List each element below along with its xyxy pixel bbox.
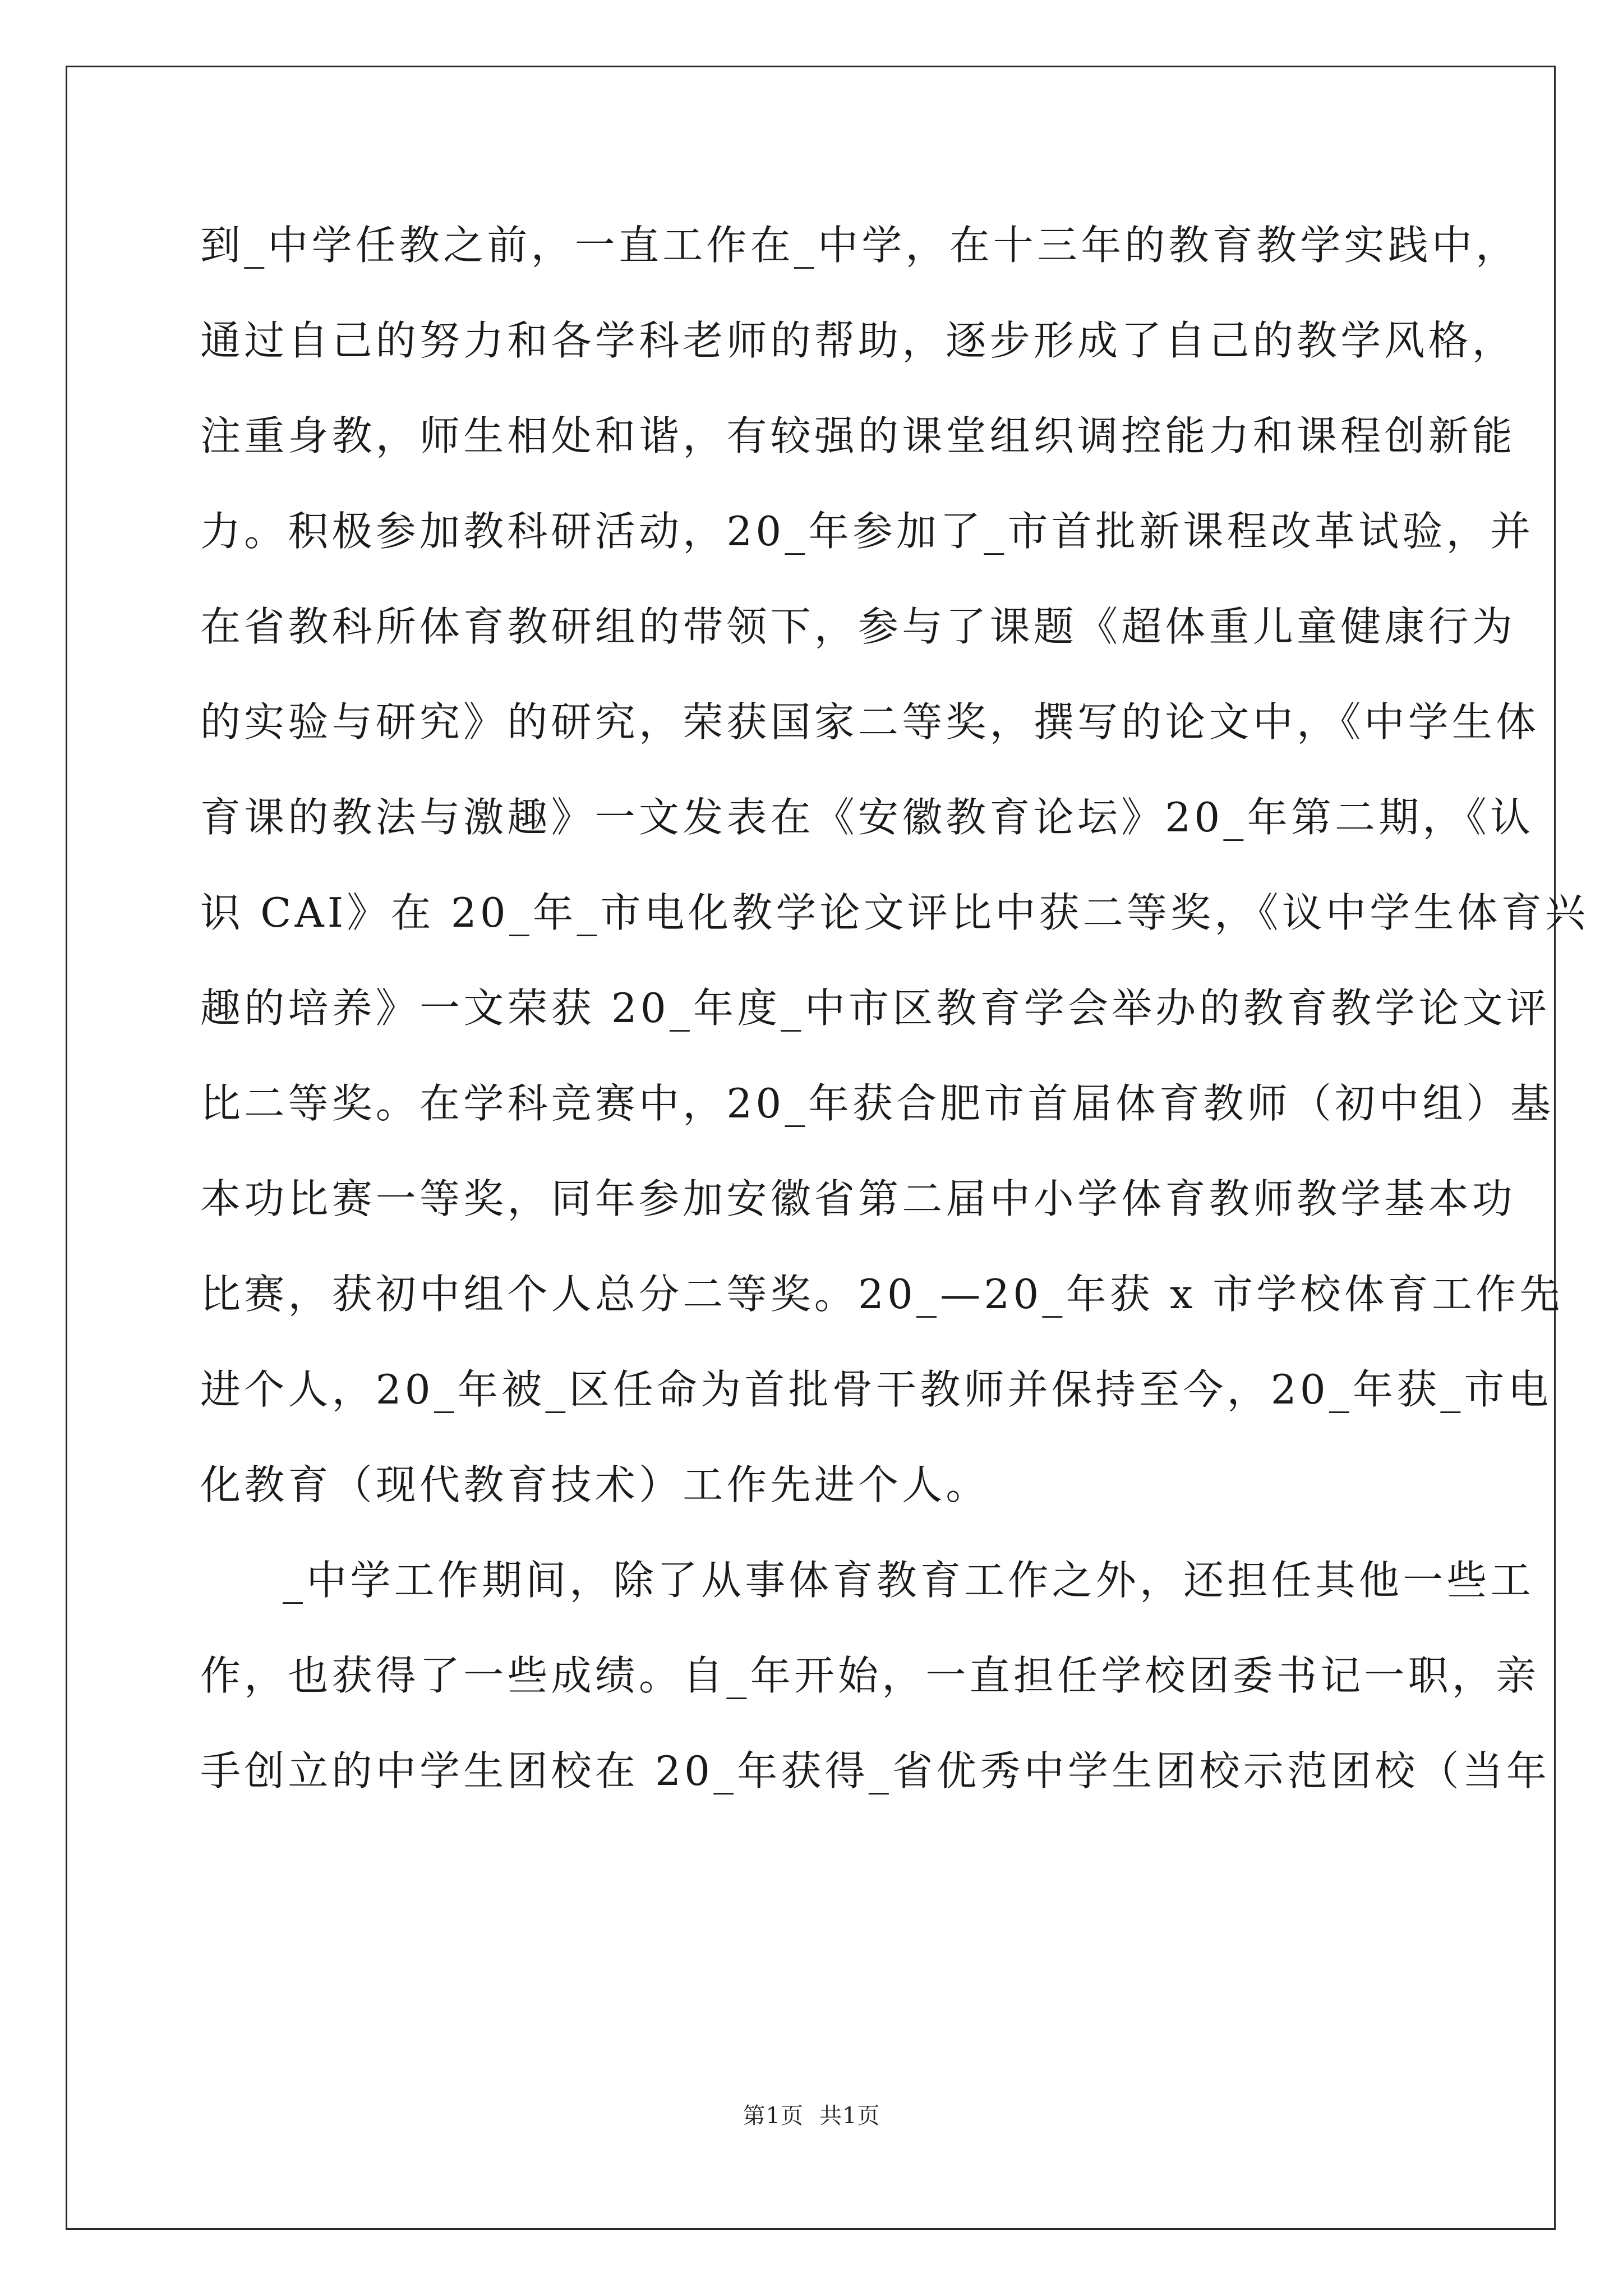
page-total: 共1页 <box>819 2103 880 2129</box>
paragraph-1-line: 的实验与研究》的研究，荣获国家二等奖，撰写的论文中，《中学生体 <box>200 698 1540 746</box>
paragraph-1-line: 比赛，获初中组个人总分二等奖。20_—20_年获 x 市学校体育工作先 <box>200 1271 1564 1318</box>
paragraph-1-line: 在省教科所体育教研组的带领下，参与了课题《超体重儿童健康行为 <box>200 603 1516 650</box>
paragraph-1-line: 识 CAI》在 20_年_市电化教学论文评比中获二等奖，《议中学生体育兴 <box>200 889 1589 936</box>
paragraph-1-line: 力。积极参加教科研活动，20_年参加了_市首批新课程改革试验，并 <box>200 508 1534 555</box>
paragraph-1-line: 注重身教，师生相处和谐，有较强的课堂组织调控能力和课程创新能 <box>200 412 1516 459</box>
paragraph-1-line: 育课的教法与激趣》一文发表在《安徽教育论坛》20_年第二期，《认 <box>200 794 1534 841</box>
page-footer <box>0 2098 1623 2130</box>
paragraph-1-line: 趣的培养》一文荣获 20_年度_中市区教育学会举办的教育教学论文评 <box>200 984 1551 1032</box>
paragraph-1-line: 本功比赛一等奖，同年参加安徽省第二届中小学体育教师教学基本功 <box>200 1175 1516 1222</box>
paragraph-2-line: 作，也获得了一些成绩。自_年开始，一直担任学校团委书记一职，亲 <box>200 1652 1540 1699</box>
paragraph-1-line: 通过自己的努力和各学科老师的帮助，逐步形成了自己的教学风格， <box>200 317 1516 364</box>
document-body <box>200 197 1589 1819</box>
paragraph-2-line: 手创立的中学生团校在 20_年获得_省优秀中学生团校示范团校（当年 <box>200 1747 1551 1795</box>
paragraph-1-line: 比二等奖。在学科竞赛中，20_年获合肥市首届体育教师（初中组）基 <box>200 1080 1555 1127</box>
paragraph-1-line: 到_中学任教之前，一直工作在_中学，在十三年的教育教学实践中， <box>200 222 1520 269</box>
paragraph-1-line: 化教育（现代教育技术）工作先进个人。 <box>200 1461 990 1508</box>
page-number: 第1页 <box>743 2103 804 2129</box>
paragraph-1-line: 进个人，20_年被_区任命为首批骨干教师并保持至今，20_年获_市电 <box>200 1366 1552 1413</box>
paragraph-2-line: _中学工作期间，除了从事体育教育工作之外，还担任其他一些工 <box>283 1557 1534 1604</box>
